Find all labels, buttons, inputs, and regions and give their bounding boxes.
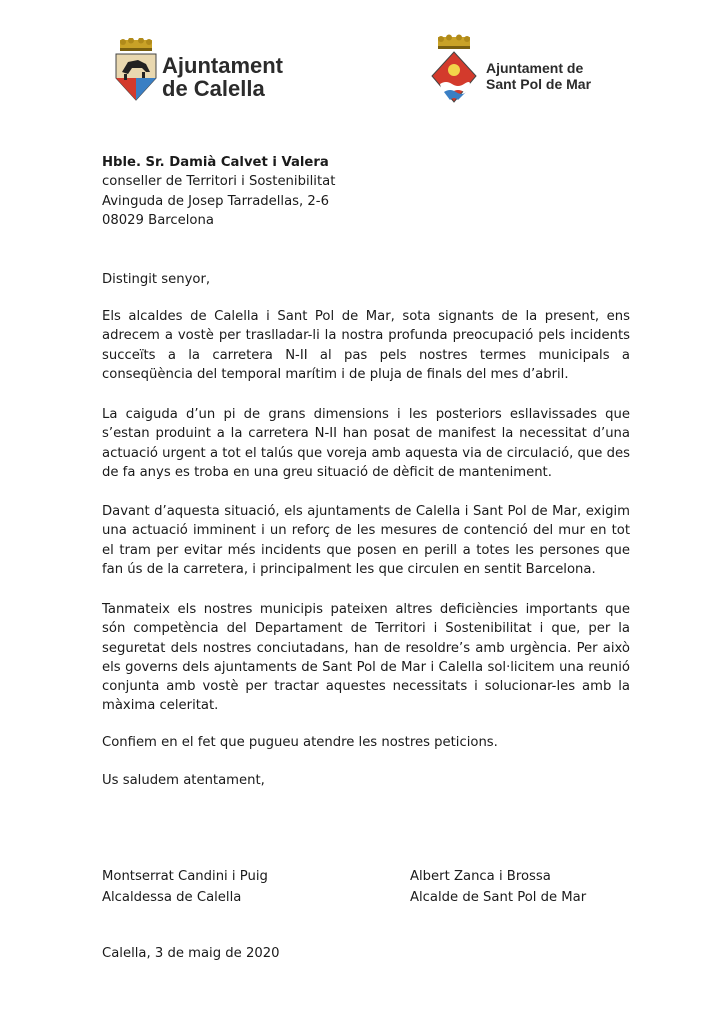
signatory-name: Albert Zanca i Brossa xyxy=(410,869,551,884)
signatory-calella xyxy=(102,866,268,908)
signatory-sant-pol xyxy=(410,866,586,908)
date-line xyxy=(102,944,630,963)
recipient-role: conseller de Territori i Sostenibilitat xyxy=(102,174,336,190)
signatory-name: Montserrat Candini i Puig xyxy=(102,869,268,884)
calella-coat-of-arms-icon xyxy=(112,38,160,104)
greeting xyxy=(102,270,630,289)
paragraph-4 xyxy=(102,600,630,716)
date-text: Calella, 3 de maig de 2020 xyxy=(102,946,280,961)
recipient-address: Avinguda de Josep Tarradellas, 2-6 xyxy=(102,193,329,209)
logo-calella-line2: de Calella xyxy=(162,76,265,101)
paragraph-text: Davant d’aquesta situació, els ajuntaments de Calella i Sant Pol de Mar, exigim una actuació imminent i un reforç de les mesures de contenció del mur en tot el tram per evitar més incidents que posen en perill a totes les persones que fan ús de la carretera, i principalment les que circulen en sentit Barcelona. xyxy=(102,504,630,577)
sant-pol-coat-of-arms-icon xyxy=(428,34,480,106)
logo-calella xyxy=(112,38,302,104)
paragraph-3 xyxy=(102,502,630,579)
greeting-text: Distingit senyor, xyxy=(102,272,211,287)
recipient-name: Hble. Sr. Damià Calvet i Valera xyxy=(102,155,329,170)
logo-santpol-line1: Ajuntament de xyxy=(486,60,584,76)
paragraph-text: La caiguda d’un pi de grans dimensions i les posteriors esllavissades que s’estan produint a la carretera N-II han posat de manifest la necessitat d’una actuació urgent a tot el talús que voreja amb aquesta via de circulació, que des de fa anys es troba en una greu situació de dèficit de manteniment. xyxy=(102,407,630,480)
logo-santpol-line2: Sant Pol de Mar xyxy=(486,76,592,92)
paragraph-text: Confiem en el fet que pugueu atendre les nostres peticions. xyxy=(102,735,498,750)
closing xyxy=(102,771,630,790)
paragraph-text: Els alcaldes de Calella i Sant Pol de Mar, sota signants de la present, ens adrecem a vostè per traslladar-li la nostra profunda preocupació pels incidents succeïts a la carretera N-II al pas pels nostres termes municipals a conseqüència del temporal marítim i de pluja de finals del mes d’abril. xyxy=(102,309,630,382)
paragraph-1 xyxy=(102,307,630,384)
paragraph-2 xyxy=(102,405,630,482)
logo-calella-line1: Ajuntament xyxy=(162,53,283,78)
signatory-title: Alcalde de Sant Pol de Mar xyxy=(410,890,587,905)
recipient-city: 08029 Barcelona xyxy=(102,212,214,228)
recipient-block xyxy=(102,153,630,230)
logo-sant-pol xyxy=(428,34,628,106)
closing-text: Us saludem atentament, xyxy=(102,773,265,788)
paragraph-text: Tanmateix els nostres municipis pateixen altres deficiències importants que són competència del Departament de Territori i Sostenibilitat i que, per la seguretat dels nostres conciutadans, han de resoldre’s amb urgència. Per això els governs dels ajuntaments de Sant Pol de Mar i Calella sol·licitem una reunió conjunta amb vostè per tractar aquestes necessitats i solucionar-les amb la màxima celeritat. xyxy=(102,602,630,714)
signatory-title: Alcaldessa de Calella xyxy=(102,890,242,905)
paragraph-5 xyxy=(102,733,630,752)
